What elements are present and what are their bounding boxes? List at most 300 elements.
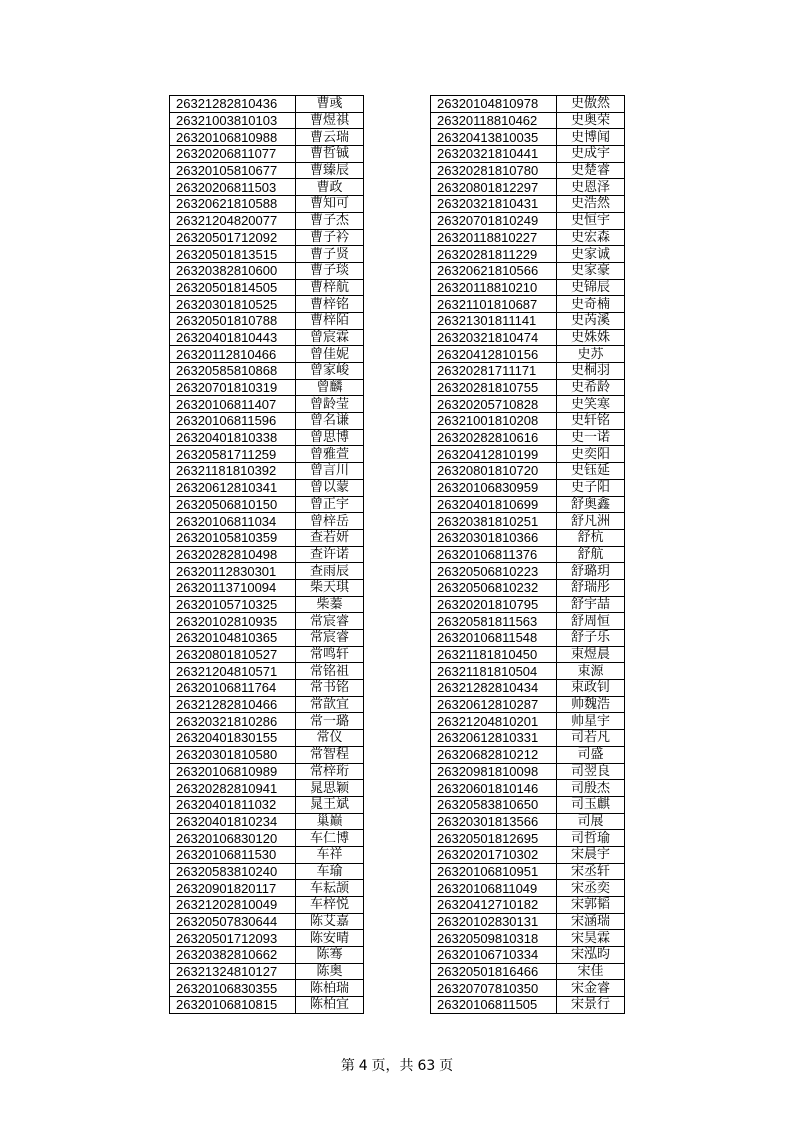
candidate-name: 曾名谦: [296, 413, 364, 430]
table-row: [431, 930, 625, 947]
table-row: [170, 863, 364, 880]
candidate-id: 26320621810588: [170, 196, 296, 213]
candidate-name: 束政钊: [557, 680, 625, 697]
candidate-id: 26320105810359: [170, 529, 296, 546]
candidate-id: 26321204810571: [170, 663, 296, 680]
candidate-id: 26321282810436: [170, 96, 296, 113]
candidate-id: 26320301810366: [431, 529, 557, 546]
table-row: [431, 96, 625, 113]
candidate-id: 26320105810677: [170, 162, 296, 179]
candidate-id: 26320106810815: [170, 997, 296, 1014]
candidate-id: 26320104810365: [170, 630, 296, 647]
candidate-name: 司盛: [557, 746, 625, 763]
candidate-id: 26321181810504: [431, 663, 557, 680]
table-row: [431, 630, 625, 647]
candidate-id: 26320707810350: [431, 980, 557, 997]
candidate-name: 曹梓陌: [296, 312, 364, 329]
table-row: [170, 563, 364, 580]
candidate-name: 司若凡: [557, 730, 625, 747]
candidate-name: 晁王斌: [296, 796, 364, 813]
candidate-id: 26320501813515: [170, 246, 296, 263]
candidate-id: 26320301810525: [170, 296, 296, 313]
table-row: [431, 997, 625, 1014]
candidate-id: 26320201810795: [431, 596, 557, 613]
candidate-id: 26321001810208: [431, 413, 557, 430]
candidate-name: 帅魏浩: [557, 696, 625, 713]
table-row: [170, 329, 364, 346]
candidate-name: 史博闻: [557, 129, 625, 146]
candidate-name: 曹知可: [296, 196, 364, 213]
table-row: [170, 813, 364, 830]
table-row: [170, 463, 364, 480]
table-row: [431, 463, 625, 480]
table-row: [431, 329, 625, 346]
candidate-id: 26320301813566: [431, 813, 557, 830]
candidate-name: 史姝姝: [557, 329, 625, 346]
candidate-id: 26321181810392: [170, 463, 296, 480]
table-row: [170, 162, 364, 179]
candidate-name: 史奥荣: [557, 112, 625, 129]
candidate-name: 司展: [557, 813, 625, 830]
table-row: [431, 730, 625, 747]
candidate-id: 26320612810287: [431, 696, 557, 713]
footer-page-number: 4: [358, 1058, 368, 1074]
candidate-id: 26320412810199: [431, 446, 557, 463]
candidate-name: 车瑜: [296, 863, 364, 880]
candidate-id: 26320401810234: [170, 813, 296, 830]
candidate-name: 史苏: [557, 346, 625, 363]
candidate-id: 26320401830155: [170, 730, 296, 747]
candidate-id: 26320612810341: [170, 479, 296, 496]
candidate-id: 26320106811548: [431, 630, 557, 647]
candidate-id: 26320801810720: [431, 463, 557, 480]
candidate-name: 曾家峻: [296, 363, 364, 380]
candidate-name: 舒航: [557, 546, 625, 563]
table-row: [170, 429, 364, 446]
candidate-name: 司哲瑜: [557, 830, 625, 847]
table-row: [431, 212, 625, 229]
candidate-id: 26320321810441: [431, 146, 557, 163]
candidate-id: 26320201710302: [431, 846, 557, 863]
candidate-id: 26320106810951: [431, 863, 557, 880]
table-row: [170, 630, 364, 647]
candidate-id: 26320106811049: [431, 880, 557, 897]
candidate-name: 常铭祖: [296, 663, 364, 680]
table-row: [170, 529, 364, 546]
table-row: [170, 112, 364, 129]
table-row: [170, 579, 364, 596]
table-row: [170, 296, 364, 313]
table-row: [431, 680, 625, 697]
candidate-id: 26320106810988: [170, 129, 296, 146]
candidate-name: 陈艾嘉: [296, 913, 364, 930]
candidate-id: 26320501712093: [170, 930, 296, 947]
candidate-id: 26320507830644: [170, 913, 296, 930]
table-row: [431, 429, 625, 446]
candidate-name: 常梓珩: [296, 763, 364, 780]
candidate-id: 26320104810978: [431, 96, 557, 113]
candidate-name: 曾麟: [296, 379, 364, 396]
candidate-name: 宋涵瑞: [557, 913, 625, 930]
table-row: [431, 579, 625, 596]
table-row: [170, 930, 364, 947]
table-row: [170, 379, 364, 396]
candidate-name: 常宸睿: [296, 630, 364, 647]
table-row: [170, 780, 364, 797]
candidate-id: 26320506810232: [431, 579, 557, 596]
candidate-id: 26320281811229: [431, 246, 557, 263]
table-row: [431, 713, 625, 730]
candidate-id: 26320901820117: [170, 880, 296, 897]
table-row: [431, 279, 625, 296]
table-row: [170, 696, 364, 713]
candidate-name: 史桐羽: [557, 363, 625, 380]
candidate-name: 舒杭: [557, 529, 625, 546]
table-row: [170, 846, 364, 863]
candidate-id: 26320281810780: [431, 162, 557, 179]
candidate-name: 陈骞: [296, 947, 364, 964]
candidate-name: 舒璐玥: [557, 563, 625, 580]
table-row: [170, 212, 364, 229]
table-row: [431, 846, 625, 863]
candidate-name: 晁思颖: [296, 780, 364, 797]
table-row: [431, 479, 625, 496]
candidate-name: 宋金睿: [557, 980, 625, 997]
table-row: [170, 496, 364, 513]
candidate-id: 26320501814505: [170, 279, 296, 296]
candidate-id: 26320321810431: [431, 196, 557, 213]
candidate-id: 26320106811596: [170, 413, 296, 430]
table-row: [170, 446, 364, 463]
table-row: [170, 613, 364, 630]
candidate-id: 26320501712092: [170, 229, 296, 246]
candidate-id: 26320801812297: [431, 179, 557, 196]
table-row: [170, 546, 364, 563]
candidate-name: 史奕阳: [557, 446, 625, 463]
table-row: [170, 880, 364, 897]
candidate-id: 26321204810201: [431, 713, 557, 730]
table-row: [170, 396, 364, 413]
candidate-name: 查雨辰: [296, 563, 364, 580]
candidate-name: 曹彧: [296, 96, 364, 113]
table-row: [170, 513, 364, 530]
table-row: [431, 813, 625, 830]
candidate-id: 26320106830120: [170, 830, 296, 847]
candidate-name: 曾龄莹: [296, 396, 364, 413]
table-row: [431, 179, 625, 196]
table-row: [170, 913, 364, 930]
candidate-name: 查若妍: [296, 529, 364, 546]
footer-middle: 页，共: [371, 1058, 414, 1074]
candidate-name: 史希龄: [557, 379, 625, 396]
candidate-name: 车耘颉: [296, 880, 364, 897]
candidate-id: 26320106811505: [431, 997, 557, 1014]
candidate-name: 曹云瑞: [296, 129, 364, 146]
candidate-id: 26320501810788: [170, 312, 296, 329]
candidate-name: 曾正宇: [296, 496, 364, 513]
candidate-name: 曹臻辰: [296, 162, 364, 179]
candidate-name: 曾宸霖: [296, 329, 364, 346]
table-row: [431, 880, 625, 897]
table-row: [170, 262, 364, 279]
table-row: [170, 980, 364, 997]
table-row: [170, 179, 364, 196]
candidate-name: 宋丞奕: [557, 880, 625, 897]
table-row: [170, 129, 364, 146]
table-row: [431, 563, 625, 580]
table-row: [170, 413, 364, 430]
candidate-id: 26320105710325: [170, 596, 296, 613]
candidate-name: 舒凡洲: [557, 513, 625, 530]
candidate-name: 车梓悦: [296, 897, 364, 914]
table-row: [431, 529, 625, 546]
candidate-name: 史恒宇: [557, 212, 625, 229]
candidate-id: 26321003810103: [170, 112, 296, 129]
candidate-id: 26320106811407: [170, 396, 296, 413]
candidate-id: 26320106830959: [431, 479, 557, 496]
candidate-id: 26320321810286: [170, 713, 296, 730]
table-row: [431, 379, 625, 396]
candidate-id: 26320401810443: [170, 329, 296, 346]
table-row: [431, 963, 625, 980]
table-row: [170, 997, 364, 1014]
table-row: [431, 613, 625, 630]
table-row: [431, 897, 625, 914]
candidate-id: 26320281711171: [431, 363, 557, 380]
table-row: [431, 129, 625, 146]
candidate-name: 史轩铭: [557, 413, 625, 430]
candidate-name: 史家诚: [557, 246, 625, 263]
table-row: [431, 446, 625, 463]
candidate-name: 柴天琪: [296, 579, 364, 596]
candidate-id: 26320321810474: [431, 329, 557, 346]
candidate-id: 26321282810434: [431, 680, 557, 697]
candidate-id: 26320206811503: [170, 179, 296, 196]
candidate-id: 26320118810227: [431, 229, 557, 246]
candidate-name: 曹子琰: [296, 262, 364, 279]
table-row: [431, 296, 625, 313]
table-row: [431, 413, 625, 430]
table-row: [170, 897, 364, 914]
candidate-name: 常宸睿: [296, 613, 364, 630]
footer-total-pages: 63: [417, 1058, 436, 1074]
table-row: [431, 696, 625, 713]
table-row: [170, 947, 364, 964]
candidate-id: 26320581711259: [170, 446, 296, 463]
table-row: [431, 346, 625, 363]
candidate-id: 26320382810662: [170, 947, 296, 964]
table-row: [170, 830, 364, 847]
candidate-name: 曹子杰: [296, 212, 364, 229]
candidate-id: 26320701810319: [170, 379, 296, 396]
candidate-name: 曾梓岳: [296, 513, 364, 530]
candidate-id: 26321324810127: [170, 963, 296, 980]
candidate-name: 曾言川: [296, 463, 364, 480]
table-row: [170, 363, 364, 380]
candidate-id: 26320382810600: [170, 262, 296, 279]
candidate-name: 查许诺: [296, 546, 364, 563]
table-row: [431, 262, 625, 279]
table-row: [431, 146, 625, 163]
candidate-name: 史宏森: [557, 229, 625, 246]
candidate-name: 曾以蒙: [296, 479, 364, 496]
candidate-name: 史浩然: [557, 196, 625, 213]
candidate-id: 26320601810146: [431, 780, 557, 797]
candidate-id: 26321202810049: [170, 897, 296, 914]
table-row: [170, 346, 364, 363]
candidate-id: 26321301811141: [431, 312, 557, 329]
page-footer: [0, 1055, 794, 1075]
candidate-name: 曹梓航: [296, 279, 364, 296]
candidate-id: 26320506810223: [431, 563, 557, 580]
table-row: [170, 680, 364, 697]
table-row: [170, 730, 364, 747]
table-row: [170, 713, 364, 730]
candidate-name: 宋郭韬: [557, 897, 625, 914]
candidate-name: 司玉麒: [557, 796, 625, 813]
candidate-id: 26320206811077: [170, 146, 296, 163]
candidate-id: 26320106710334: [431, 947, 557, 964]
candidate-id: 26320112810466: [170, 346, 296, 363]
table-row: [170, 796, 364, 813]
candidate-name: 舒宇喆: [557, 596, 625, 613]
table-row: [431, 546, 625, 563]
table-row: [170, 646, 364, 663]
candidate-id: 26320205710828: [431, 396, 557, 413]
candidate-name: 宋昊霖: [557, 930, 625, 947]
table-row: [431, 763, 625, 780]
candidate-id: 26320412710182: [431, 897, 557, 914]
candidate-id: 26321204820077: [170, 212, 296, 229]
candidate-id: 26320282810498: [170, 546, 296, 563]
table-row: [170, 746, 364, 763]
table-row: [431, 229, 625, 246]
candidate-id: 26320401811032: [170, 796, 296, 813]
table-row: [170, 596, 364, 613]
candidate-name: 史锦辰: [557, 279, 625, 296]
candidate-id: 26320381810251: [431, 513, 557, 530]
candidate-id: 26320501812695: [431, 830, 557, 847]
table-row: [431, 596, 625, 613]
candidate-id: 26320281810755: [431, 379, 557, 396]
candidate-id: 26321181810450: [431, 646, 557, 663]
candidate-name: 巢巅: [296, 813, 364, 830]
candidate-id: 26320583810650: [431, 796, 557, 813]
candidate-id: 26321101810687: [431, 296, 557, 313]
candidate-name: 宋丞轩: [557, 863, 625, 880]
table-row: [170, 763, 364, 780]
candidate-id: 26320621810566: [431, 262, 557, 279]
candidate-name: 陈柏宜: [296, 997, 364, 1014]
candidate-name: 曾佳妮: [296, 346, 364, 363]
candidate-id: 26320106811034: [170, 513, 296, 530]
candidate-id: 26320113710094: [170, 579, 296, 596]
left-roster-table: [169, 95, 364, 1014]
candidate-id: 26320102810935: [170, 613, 296, 630]
candidate-id: 26320118810210: [431, 279, 557, 296]
table-row: [431, 863, 625, 880]
candidate-id: 26320412810156: [431, 346, 557, 363]
table-row: [170, 246, 364, 263]
candidate-name: 司翌良: [557, 763, 625, 780]
candidate-id: 26320112830301: [170, 563, 296, 580]
candidate-id: 26321282810466: [170, 696, 296, 713]
table-row: [170, 196, 364, 213]
candidate-id: 26320106811376: [431, 546, 557, 563]
candidate-name: 常歆宜: [296, 696, 364, 713]
candidate-id: 26320301810580: [170, 746, 296, 763]
table-row: [431, 746, 625, 763]
candidate-name: 史钰延: [557, 463, 625, 480]
candidate-name: 司殷杰: [557, 780, 625, 797]
candidate-name: 陈安晴: [296, 930, 364, 947]
candidate-name: 曹子衿: [296, 229, 364, 246]
table-row: [170, 279, 364, 296]
table-row: [431, 196, 625, 213]
candidate-id: 26320401810338: [170, 429, 296, 446]
candidate-id: 26320581811563: [431, 613, 557, 630]
candidate-name: 舒子乐: [557, 630, 625, 647]
table-row: [170, 479, 364, 496]
candidate-id: 26320106810989: [170, 763, 296, 780]
table-row: [431, 663, 625, 680]
candidate-name: 史成宇: [557, 146, 625, 163]
candidate-id: 26320981810098: [431, 763, 557, 780]
candidate-name: 陈柏瑞: [296, 980, 364, 997]
candidate-name: 史家豪: [557, 262, 625, 279]
candidate-name: 舒奥鑫: [557, 496, 625, 513]
table-row: [431, 913, 625, 930]
candidate-name: 宋景行: [557, 997, 625, 1014]
candidate-name: 束煜晨: [557, 646, 625, 663]
table-row: [170, 229, 364, 246]
candidate-name: 史子阳: [557, 479, 625, 496]
candidate-id: 26320682810212: [431, 746, 557, 763]
candidate-name: 曹子贤: [296, 246, 364, 263]
footer-prefix: 第: [340, 1058, 355, 1074]
candidate-name: 曹政: [296, 179, 364, 196]
table-row: [431, 796, 625, 813]
candidate-name: 史笑寒: [557, 396, 625, 413]
candidate-id: 26320509810318: [431, 930, 557, 947]
table-row: [431, 980, 625, 997]
candidate-id: 26320102830131: [431, 913, 557, 930]
candidate-name: 帅星宇: [557, 713, 625, 730]
candidate-id: 26320801810527: [170, 646, 296, 663]
candidate-name: 史傲然: [557, 96, 625, 113]
candidate-name: 史恩泽: [557, 179, 625, 196]
candidate-id: 26320583810240: [170, 863, 296, 880]
table-row: [170, 96, 364, 113]
candidate-name: 常鸣轩: [296, 646, 364, 663]
table-row: [431, 646, 625, 663]
candidate-id: 26320501816466: [431, 963, 557, 980]
candidate-name: 常一璐: [296, 713, 364, 730]
candidate-name: 车仁博: [296, 830, 364, 847]
candidate-name: 陈奥: [296, 963, 364, 980]
candidate-name: 曹梓铭: [296, 296, 364, 313]
candidate-name: 常书铭: [296, 680, 364, 697]
table-row: [431, 363, 625, 380]
candidate-id: 26320506810150: [170, 496, 296, 513]
table-row: [431, 947, 625, 964]
footer-suffix: 页: [439, 1058, 454, 1074]
candidate-id: 26320106830355: [170, 980, 296, 997]
candidate-id: 26320585810868: [170, 363, 296, 380]
candidate-name: 曹哲铖: [296, 146, 364, 163]
table-row: [431, 112, 625, 129]
candidate-name: 宋晨宇: [557, 846, 625, 863]
